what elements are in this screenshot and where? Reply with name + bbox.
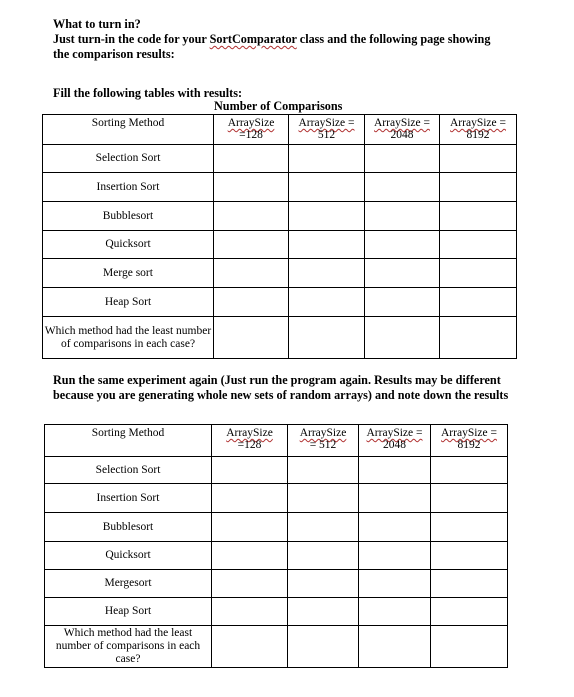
result-cell[interactable] [431, 598, 508, 626]
method-name: Quicksort [45, 542, 212, 570]
result-cell[interactable] [440, 173, 517, 202]
result-cell[interactable] [214, 259, 289, 288]
result-cell[interactable] [212, 542, 288, 570]
result-cell[interactable] [214, 231, 289, 259]
result-cell[interactable] [288, 542, 359, 570]
table-row [43, 259, 517, 288]
table-row [45, 513, 508, 542]
result-cell[interactable] [288, 570, 359, 598]
result-cell[interactable] [214, 288, 289, 317]
least-question: Which method had the least number of comparisons in each case? [43, 317, 214, 359]
result-cell[interactable] [359, 513, 431, 542]
method-name: Heap Sort [43, 288, 214, 317]
result-cell[interactable] [288, 484, 359, 513]
method-name: Mergesort [45, 570, 212, 598]
result-cell[interactable] [212, 484, 288, 513]
size-header: ArraySize = 2048 [365, 115, 440, 145]
result-cell[interactable] [289, 259, 365, 288]
result-cell[interactable] [214, 145, 289, 173]
method-name: Insertion Sort [43, 173, 214, 202]
turn-in-text-end: class and the following page showing [296, 32, 491, 46]
result-cell[interactable] [365, 145, 440, 173]
result-cell[interactable] [212, 570, 288, 598]
turn-in-text: Just turn-in the code for your [53, 32, 210, 46]
result-cell[interactable] [288, 626, 359, 668]
table-row [43, 231, 517, 259]
result-cell[interactable] [289, 231, 365, 259]
result-cell[interactable] [431, 542, 508, 570]
turn-in-instruction [53, 32, 553, 47]
result-cell[interactable] [365, 202, 440, 231]
sorting-method-header: Sorting Method [43, 115, 214, 145]
result-cell[interactable] [289, 145, 365, 173]
method-name: Heap Sort [45, 598, 212, 626]
result-cell[interactable] [289, 202, 365, 231]
size-header: ArraySize = 512 [288, 425, 359, 457]
result-cell[interactable] [431, 626, 508, 668]
result-cell[interactable] [359, 542, 431, 570]
size-header: ArraySize =128 [214, 115, 289, 145]
result-cell[interactable] [365, 259, 440, 288]
result-cell[interactable] [288, 513, 359, 542]
result-cell[interactable] [289, 317, 365, 359]
result-cell[interactable] [359, 570, 431, 598]
table-row [45, 598, 508, 626]
result-cell[interactable] [440, 259, 517, 288]
result-cell[interactable] [365, 173, 440, 202]
result-cell[interactable] [359, 457, 431, 484]
result-cell[interactable] [440, 317, 517, 359]
result-cell[interactable] [212, 513, 288, 542]
least-question: Which method had the least number of comparisons in each case? [45, 626, 212, 668]
result-cell[interactable] [359, 484, 431, 513]
table-row [43, 202, 517, 231]
method-name: Quicksort [43, 231, 214, 259]
result-cell[interactable] [214, 173, 289, 202]
rerun-instruction: Run the same experiment again (Just run the program again. Results may be different because you are generating whole new sets of random arrays) and note down the results [53, 373, 509, 402]
size-header: ArraySize = 2048 [359, 425, 431, 457]
result-cell[interactable] [359, 626, 431, 668]
result-cell[interactable] [365, 317, 440, 359]
result-cell[interactable] [214, 317, 289, 359]
result-cell[interactable] [214, 202, 289, 231]
table-header-row [45, 425, 508, 457]
table-row [43, 288, 517, 317]
result-cell[interactable] [431, 513, 508, 542]
table-row [45, 457, 508, 484]
result-cell[interactable] [288, 598, 359, 626]
result-cell[interactable] [288, 457, 359, 484]
size-header: ArraySize = 8192 [431, 425, 508, 457]
table-row [45, 542, 508, 570]
size-header: ArraySize =128 [212, 425, 288, 457]
result-cell[interactable] [440, 202, 517, 231]
table-row [43, 317, 517, 359]
result-cell[interactable] [289, 288, 365, 317]
method-name: Bubblesort [45, 513, 212, 542]
turn-in-instruction-cont: the comparison results: [53, 47, 175, 61]
method-name: Selection Sort [45, 457, 212, 484]
result-cell[interactable] [365, 288, 440, 317]
result-cell[interactable] [359, 598, 431, 626]
comparisons-heading: Number of Comparisons [214, 99, 343, 113]
class-name: SortComparator [209, 32, 297, 46]
result-cell[interactable] [431, 570, 508, 598]
table-row [45, 626, 508, 668]
result-cell[interactable] [431, 484, 508, 513]
result-cell[interactable] [440, 145, 517, 173]
result-cell[interactable] [440, 288, 517, 317]
result-cell[interactable] [440, 231, 517, 259]
method-name: Bubblesort [43, 202, 214, 231]
table-row [45, 570, 508, 598]
sorting-method-header: Sorting Method [45, 425, 212, 457]
table-header-row [43, 115, 517, 145]
instructions [53, 17, 553, 62]
results-table-1 [42, 114, 517, 359]
size-header: ArraySize = 512 [289, 115, 365, 145]
fill-tables-label: Fill the following tables with results: [53, 86, 243, 100]
result-cell[interactable] [365, 231, 440, 259]
method-name: Merge sort [43, 259, 214, 288]
method-name: Insertion Sort [45, 484, 212, 513]
table-row [43, 173, 517, 202]
result-cell[interactable] [212, 457, 288, 484]
result-cell[interactable] [289, 173, 365, 202]
table-row [43, 145, 517, 173]
turn-in-heading: What to turn in? [53, 17, 141, 31]
method-name: Selection Sort [43, 145, 214, 173]
result-cell[interactable] [212, 626, 288, 668]
result-cell[interactable] [212, 598, 288, 626]
table-row [45, 484, 508, 513]
size-header: ArraySize = 8192 [440, 115, 517, 145]
results-table-2 [44, 424, 508, 668]
result-cell[interactable] [431, 457, 508, 484]
